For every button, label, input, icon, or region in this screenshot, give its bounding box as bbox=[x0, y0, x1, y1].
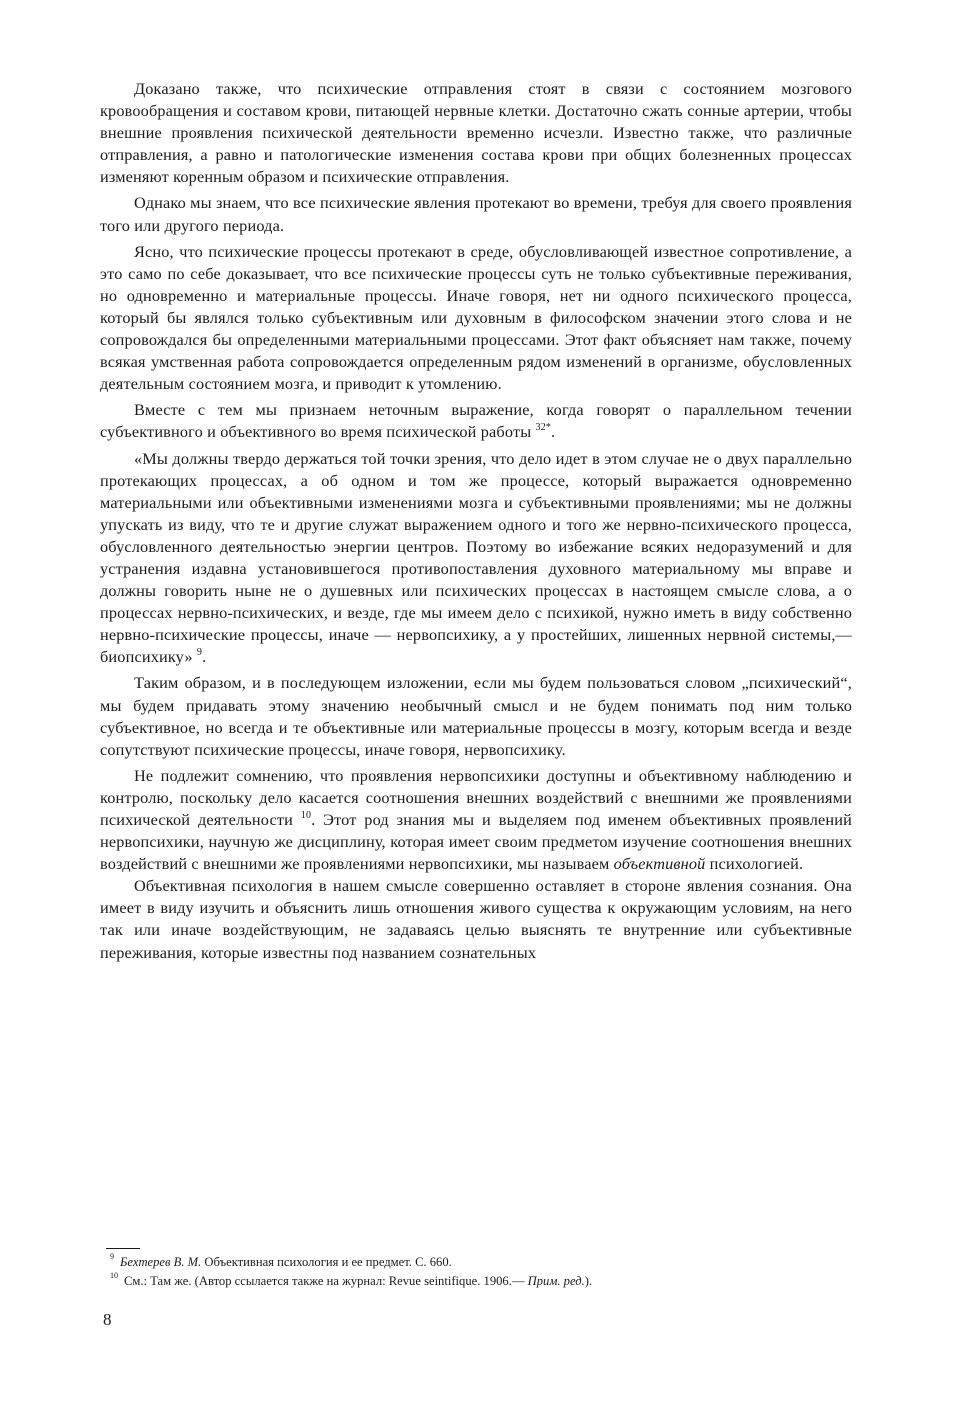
footnote-ref-9: 9 bbox=[196, 646, 203, 658]
quote-text: «Мы должны твердо держаться той точки зрения, что дело идет в этом случае не о двух параллельно протекающих процессах, а об одном и том же процессе, который выражается одновременно материальными или объективными изменениями мозга и субъективными проявлениями; мы не должны упускать из виду, что те и другие служат выражением одного и того же нервно-психического процесса, обусловленного деятельностью энергии центров. Поэтому во избежание всяких недоразумений и для устранения издавна установившегося противопоставления духовного материальному мы вправе и должны говорить ныне не о душевных или психических процессах в настоящем смысле слова, а о процессах нервно-психических, и везде, где мы имеем дело с психикой, нужно иметь в виду собственно нервно-психические процессы, иначе — нервопсихику, а у простейших, лишенных нервной системы,— биопсихику» bbox=[100, 448, 852, 667]
paragraph-4-end: . bbox=[551, 422, 556, 442]
paragraph-8: Объективная психология в нашем смысле совершенно оставляет в стороне явления сознания. Она имеет в виду изучить и объяснить лишь отношения живого существа к окружающим условиям, на него так или иначе воздействующим, не задаваясь целью выяснять те внутренние или субъективные переживания, которые известны под названием сознательных bbox=[100, 876, 852, 962]
paragraph-2: Однако мы знаем, что все психические явления протекают во времени, требуя для своего проявления того или другого периода. bbox=[100, 193, 852, 235]
paragraph-4 bbox=[100, 399, 852, 443]
paragraph-3: Ясно, что психические процессы протекают в среде, обусловливающей известное сопротивление, а это само по себе доказывает, что все психические процессы суть не только субъективные переживания, но одновременно и материальные процессы. Иначе говоря, нет ни одного психического процесса, который бы являлся только субъективным или духовным в философском значении этого слова и не сопровождался бы определенными материальными процессами. Этот факт объясняет нам также, почему всякая умственная работа сопровождается определенным рядом изменений в организме, обусловленных деятельным состоянием мозга, и приводит к утомлению. bbox=[100, 241, 852, 394]
footnote-10-text: См.: Там же. (Автор ссылается также на журнал: Revue seintifique. 1906.— bbox=[124, 1274, 525, 1288]
paragraph-7-end: психологией. bbox=[709, 854, 804, 874]
quote-end: . bbox=[202, 647, 207, 667]
footnote-10-end: ). bbox=[584, 1274, 593, 1288]
page-number: 8 bbox=[103, 1310, 112, 1329]
page-body bbox=[100, 78, 852, 964]
footnote-9-mark: 9 bbox=[110, 1251, 114, 1261]
footnote-10-note: Прим. ред. bbox=[527, 1274, 585, 1288]
footnote-10 bbox=[100, 1272, 852, 1291]
paragraph-7-rest: . Этот род знания мы и выделяем под именем объективных проявлений нервопсихики, научную же дисциплину, которая имеет своим предметом изучение соотношения внешних воздействий с внешними же проявлениями нервопсихики, мы называем bbox=[100, 810, 852, 874]
footnote-9-text: Объективная психология и ее предмет. С. 660. bbox=[204, 1255, 452, 1269]
footnotes bbox=[100, 1248, 852, 1291]
paragraph-7-text: Не подлежит сомнению, что проявления нервопсихики доступны и объективному наблюдению и контролю, поскольку дело касается соотношения внешних воздействий с внешними же проявлениями психической деятельности bbox=[100, 765, 852, 829]
footnote-10-mark: 10 bbox=[110, 1270, 118, 1280]
term-objective: объективной bbox=[613, 854, 706, 874]
footnote-ref-32: 32* bbox=[535, 421, 551, 433]
paragraph-4-text: Вместе с тем мы признаем неточным выражение, когда говорят о параллельном течении субъективного и объективного во время психической работы bbox=[100, 400, 852, 442]
quote-paragraph bbox=[100, 448, 852, 669]
paragraph-6: Таким образом, и в последующем изложении, если мы будем пользоваться словом „психический“, мы будем придавать этому значению необычный смысл и не будем понимать под ним только субъективное, но всегда и те объективные или материальные процессы в мозгу, которым всегда и везде сопутствуют психические процессы, иначе говоря, нервопсихику. bbox=[100, 673, 852, 759]
footnote-9 bbox=[100, 1253, 852, 1272]
footnote-divider bbox=[106, 1248, 140, 1249]
paragraph-1: Доказано также, что психические отправления стоят в связи с состоянием мозгового кровообращения и составом крови, питающей нервные клетки. Достаточно сжать сонные артерии, чтобы внешние проявления психической деятельности временно исчезли. Известно также, что различные отправления, а равно и патологические изменения состава крови при общих болезненных процессах изменяют коренным образом и психические отправления. bbox=[100, 79, 852, 187]
footnote-ref-10: 10 bbox=[300, 809, 312, 821]
footnote-9-author: Бехтерев В. М. bbox=[120, 1255, 202, 1269]
paragraph-7 bbox=[100, 765, 852, 875]
